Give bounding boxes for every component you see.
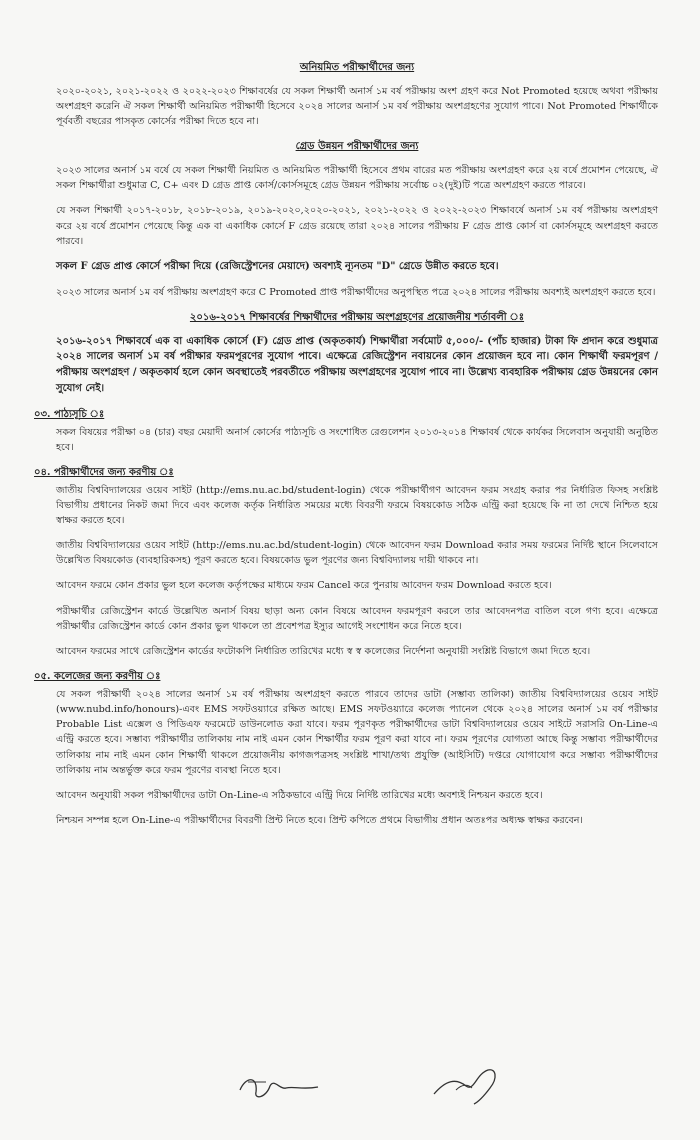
college-duties-paragraph-1: যে সকল পরীক্ষার্থী ২০২৪ সালের অনার্স ১ম বর্ষ পরীক্ষায় অংশগ্রহণ করতে পারবে তাদের ডাটা (সম্ভাব্য তালিকা) জাতীয় বিশ্ববিদ্যালয়ের ওয়েব সাইট (www.nubd.info/honours)-এবং EMS সফটওয়্যারে রক্ষিত আছে। EMS সফটওয়্যারে কলেজ প্যানেল থেকে ২০২৪ সালের অনার্স ১ম বর্ষ পরীক্ষার Probable List এক্সেল ও পিডিএফ ফরমেটে ডাউনলোড করা যাবে। ফরম পূরণকৃত পরীক্ষার্থীদের ডাটা বিশ্ববিদ্যালয়ের ওয়েব সাইটে সরাসরি On-Line-এ এন্ট্রি করতে হবে। সম্ভাব্য পরীক্ষার্থীর তালিকায় নাম নাই এমন কোন শিক্ষার্থীর ফরম পূরণ করা যাবে না। ফরম পূরণের যোগ্যতা আছে কিন্তু সম্ভাব্য পরীক্ষার্থীদের তালিকায় নাম নাই এমন কোন শিক্ষার্থী থাকলে প্রয়োজনীয় কাগজপত্রসহ সংশ্লিষ্ট শাখা/তথ্য প্রযুক্তি (আইসিটি) দপ্তরে যোগাযোগ করে সম্ভাব্য পরীক্ষার্থীদের তালিকায় নাম অন্তর্ভুক্ত করে ফরম পূরণের ব্যবস্থা নিতে হবে। bbox=[56, 688, 658, 776]
session-2016-heading: ২০১৬-২০১৭ শিক্ষাবর্ষের শিক্ষার্থীদের পরীক্ষায় অংশগ্রহণের প্রয়োজনীয় শর্তাবলী ঃ bbox=[189, 311, 525, 323]
grade-improvement-paragraph-3: ২০২৩ সালের অনার্স ১ম বর্ষ পরীক্ষায় অংশগ্রহণ করে C Promoted প্রাপ্ত পরীক্ষার্থীদের অনুপস্থিত পত্রে ২০২৪ সালের পরীক্ষায় অবশ্যই অংশগ্রহণ করতে হবে। bbox=[56, 286, 656, 298]
examinee-duties-paragraph-3: আবেদন ফরমে কোন প্রকার ভুল হলে কলেজ কর্তৃপক্ষের মাধ্যমে ফরম Cancel করে পুনরায় আবেদন ফরম Download করতে হবে। bbox=[56, 580, 552, 592]
grade-improvement-heading: গ্রেড উন্নয়ন পরীক্ষার্থীদের জন্য bbox=[295, 141, 419, 153]
examinee-duties-section bbox=[34, 465, 658, 659]
session-2016-paragraph: ২০১৬-২০১৭ শিক্ষাবর্ষে এক বা একাধিক কোর্সে (F) গ্রেড প্রাপ্ত (অকৃতকার্য) শিক্ষার্থীরা সর্বমোট ৫,০০০/- (পাঁচ হাজার) টাকা ফি প্রদান করে শুধুমাত্র ২০২৪ সালের অনার্স ১ম বর্ষ পরীক্ষার ফরমপূরণের সুযোগ পাবে। এক্ষেত্রে রেজিস্ট্রেশন নবায়নের কোন প্রয়োজন হবে না। কোন শিক্ষার্থী ফরমপূরণ / পরীক্ষায় অংশগ্রহণ / অকৃতকার্য হলে কোন অবস্থাতেই পরবর্তীতে পরীক্ষায় অংশগ্রহণের সুযোগ পাবে না। উল্লেখ্য ব্যবহারিক পরীক্ষায় গ্রেড উন্নয়নের কোন সুযোগ নেই। bbox=[56, 335, 658, 394]
grade-improvement-paragraph-1: ২০২৩ সালের অনার্স ১ম বর্ষে যে সকল শিক্ষার্থী নিয়মিত ও অনিয়মিত পরীক্ষার্থী হিসেবে প্রথম বারের মত পরীক্ষায় অংশগ্রহণ করে ২য় বর্ষে প্রমোশন পেয়েছে, ঐ সকল শিক্ষার্থীরা শুধুমাত্র C, C+ এবং D গ্রেড প্রাপ্ত কোর্স/কোর্সসমূহে গ্রেড উন্নয়ন পরীক্ষায় সর্বোচ্চ ০২(দুই)টি পত্রে অংশগ্রহণ করতে পারবে। bbox=[56, 165, 658, 192]
irregular-heading: অনিয়মিত পরীক্ষার্থীদের জন্য bbox=[299, 62, 415, 73]
examinee-duties-paragraph-2: জাতীয় বিশ্ববিদ্যালয়ের ওয়েব সাইট (http://ems.nu.ac.bd/student-login) থেকে আবেদন ফরম Download করার সময় ফরমের নির্দিষ্ট স্থানে সিলেবাসে উল্লেখিত বিষয়কোড (ব্যবহারিকসহ) পূরণ করতে হবে। বিষয়কোড ভুল পূরণের জন্য বিশ্ববিদ্যালয় দায়ী থাকবে না। bbox=[56, 540, 658, 567]
signature-right bbox=[426, 1060, 516, 1106]
signatures bbox=[230, 1060, 530, 1110]
syllabus-paragraph: সকল বিষয়ের পরীক্ষা ০৪ (চার) বছর মেয়াদী অনার্স কোর্সের পাঠ্যসূচি ও সংশোধিত রেগুলেশন ২০১৩-২০১৪ শিক্ষাবর্ষ থেকে কার্যকর সিলেবাস অনুযায়ী অনুষ্ঠিত হবে। bbox=[56, 426, 658, 453]
signature-left bbox=[236, 1068, 326, 1108]
examinee-duties-paragraph-5: আবেদন ফরমের সাথে রেজিস্ট্রেশন কার্ডের ফটোকপি নির্ধারিত তারিখের মধ্যে স্ব স্ব কলেজের নির্দেশনা অনুযায়ী সংশ্লিষ্ট বিভাগে জমা দিতে হবে। bbox=[56, 645, 591, 657]
grade-improvement-paragraph-2: যে সকল শিক্ষার্থী ২০১৭-২০১৮, ২০১৮-২০১৯, ২০১৯-২০২০,২০২০-২০২১, ২০২১-২০২২ ও ২০২২-২০২৩ শিক্ষাবর্ষে অনার্স ১ম বর্ষ পরীক্ষায় অংশগ্রহণ করে ২য় বর্ষে প্রমোশন পেয়েছে কিন্তু এক বা একাধিক কোর্সে F গ্রেড রয়েছে তারা ২০২৪ সালের পরীক্ষায় F গ্রেড প্রাপ্ত কোর্স বা কোর্সসমূহে অংশগ্রহণ করতে পারবে। bbox=[56, 205, 658, 247]
college-duties-paragraph-3: নিশ্চয়ন সম্পন্ন হলে On-Line-এ পরীক্ষার্থীদের বিবরণী প্রিন্ট নিতে হবে। প্রিন্ট কপিতে প্রথমে বিভাগীয় প্রধান অতঃপর অধ্যক্ষ স্বাক্ষর করবেন। bbox=[56, 814, 583, 826]
college-duties-heading: ০৫. কলেজের জন্য করণীয় ঃ bbox=[34, 671, 161, 683]
grade-improvement-bold-note: সকল F গ্রেড প্রাপ্ত কোর্সে পরীক্ষা দিয়ে (রেজিস্ট্রেশনের মেয়াদে) অবশ্যই ন্যূনতম "D" গ্রেডে উন্নীত করতে হবে। bbox=[56, 260, 499, 272]
college-duties-paragraph-2: আবেদন অনুযায়ী সকল পরীক্ষার্থীদের ডাটা On-Line-এ সঠিকভাবে এন্ট্রি দিয়ে নির্দিষ্ট তারিখের মধ্যে অবশ্যই নিশ্চয়ন করতে হবে। bbox=[56, 789, 543, 801]
examinee-duties-heading: ০৪. পরীক্ষার্থীদের জন্য করণীয় ঃ bbox=[34, 466, 174, 478]
syllabus-heading: ০৩. পাঠ্যসূচি ঃ bbox=[34, 408, 105, 420]
examinee-duties-paragraph-4: পরীক্ষার্থীর রেজিস্ট্রেশন কার্ডে উল্লেখিত অনার্স বিষয় ছাড়া অন্য কোন বিষয়ে আবেদন ফরমপূরণ করলে তার আবেদনপত্র বাতিল বলে গণ্য হবে। এক্ষেত্রে পরীক্ষার্থীর রেজিস্ট্রেশন কার্ডে কোন প্রকার ভুল থাকলে তা প্রবেশপত্র ইস্যুর আগেই সংশোধন করে নিতে হবে। bbox=[56, 605, 658, 632]
syllabus-section bbox=[34, 407, 658, 455]
examinee-duties-paragraph-1: জাতীয় বিশ্ববিদ্যালয়ের ওয়েব সাইট (http://ems.nu.ac.bd/student-login) থেকে পরীক্ষার্থীগণ আবেদন ফরম সংগ্রহ করার পর নির্ধারিত ফিসহ সংশ্লিষ্ট বিভাগীয় প্রধানের নিকট জমা দিবে এবং কলেজ কর্তৃক নির্ধারিত সময়ের মধ্যে বিবরণী ফরমে বিষয়কোড সঠিক এন্ট্রি করা হয়েছে কি না তা দেখে নিশ্চিত হয়ে স্বাক্ষর করতে হবে। bbox=[56, 484, 658, 526]
college-duties-section bbox=[34, 669, 658, 828]
irregular-paragraph: ২০২০-২০২১, ২০২১-২০২২ ও ২০২২-২০২৩ শিক্ষাবর্ষের যে সকল শিক্ষার্থী অনার্স ১ম বর্ষ পরীক্ষায় অংশ গ্রহণ করে Not Promoted হয়েছে অথবা পরীক্ষায় অংশগ্রহণ করেনি ঐ সকল শিক্ষার্থী অনিয়মিত পরীক্ষার্থী হিসেবে ২০২৪ সালের অনার্স ১ম বর্ষ পরীক্ষায় অংশগ্রহণের সুযোগ পাবে। Not Promoted শিক্ষার্থীকে পূর্ববর্তী বছরের পাসকৃত কোর্সের পরীক্ষা দিতে হবে না। bbox=[56, 85, 658, 128]
